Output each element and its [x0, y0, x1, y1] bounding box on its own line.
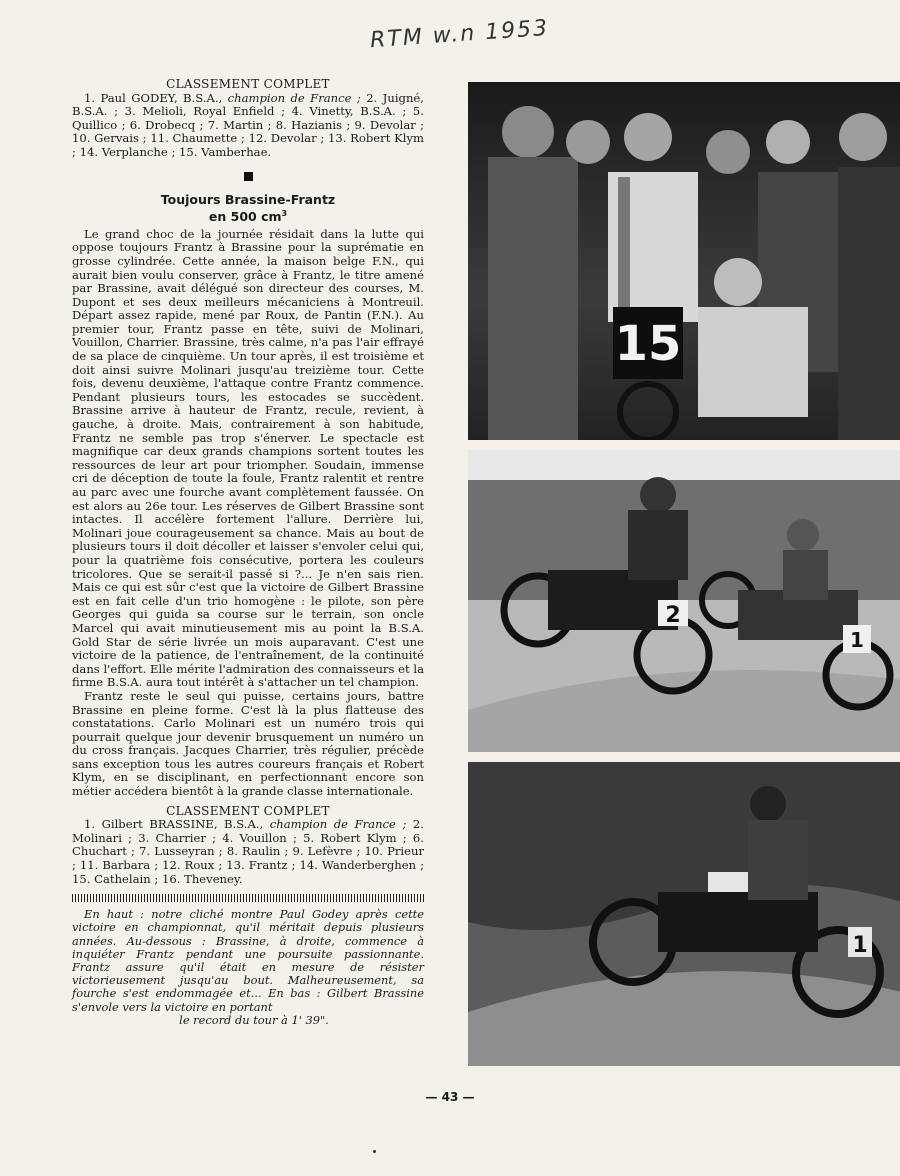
photo-brassine-jump [468, 762, 900, 1066]
photo-caption-last-line: le record du tour à 1' 39". [179, 1012, 329, 1027]
plate-number-1-middle: 1 [850, 628, 864, 652]
stray-mark [373, 1150, 376, 1153]
classement-list-1: 1. Paul GODEY, B.S.A., champion de France ; 2. Juigné, B.S.A. ; 3. Melioli, Royal Enfield ; 4. Vinetty, B.S.A. ; 5. Quillico ; 6. Drobecq ; 7. Martin ; 8. Hazianis ; 9. Devolar ; 10. Gervais ; 11. Chaumette ; 12. Devolar ; 13. Robert Klym ; 14. Verplanche ; 15. Vamberhae. [72, 90, 424, 159]
article-paragraph-1: Le grand choc de la journée résidait dans la lutte qui oppose toujours Frantz à Brassine pour la suprématie en grosse cylindrée. Cette année, la maison belge F.N., qui aurait bien voulu conserver, grâce à Frantz, le titre amené par Brassine, avait délégué son directeur des courses, M. Dupont et ses deux meilleurs mécaniciens à Montreuil. Départ assez rapide, mené par Roux, de Pantin (F.N.). Au premier tour, Frantz passe en tête, suivi de Molinari, Vouillon, Charrier. Brassine, très calme, n'a pas l'air effrayé de sa place de cinquième. Un tour après, il est troisième et doit ainsi suivre Molinari jusqu'au treizième tour. Cette fois, devenu deuxième, l'attaque contre Frantz commence. Pendant plusieurs tours, les estocades se succèdent. Brassine arrive à hauteur de Frantz, recule, revient, à gauche, à droite. Mais, contrairement à son habitude, Frantz ne semble pas trop s'énerver. Le spectacle est magnifique car deux grands champions sortent toutes les ressources de leur art pour triompher. Soudain, immense cri de déception de toute la foule, Frantz ralentit et rentre au parc avec une fourche avant complètement faussée. On est alors au 26e tour. Les réserves de Gilbert Brassine sont intactes. Il accélère fortement l'allure. Derrière lui, Molinari joue courageusement sa chance. Mais au bout de plusieurs tours il doit décoller et laisser s'envoler celui qui, pour la quatrième fois consécutive, portera les couleurs tricolores. Que se serait-il passé si ?... Je n'en sais rien. Mais ce qui est sûr c'est que la victoire de Gilbert Brassine est en fait celle d'un trio homogène : le pilote, son père Georges qui guida sa course sur le terrain, son oncle Marcel qui avait minutieusement mis au point la B.S.A. Gold Star de série livrée un mois auparavant. C'est une victoire de la patience, de l'entraînement, de la continuité dans l'effort. Elle mérite l'admiration des connaisseurs et la firme B.S.A. aura tout intérêt à s'attacher un tel champion. [72, 226, 424, 690]
photo-brassine-frantz-duel [468, 450, 900, 752]
plate-number-15: 15 [614, 316, 682, 372]
plate-number-2: 2 [665, 603, 681, 628]
classement-heading-1: CLASSEMENT COMPLET [166, 77, 330, 91]
page-number: — 43 — [425, 1090, 475, 1104]
photo-caption: En haut : notre cliché montre Paul Godey après cette victoire en championnat, qu'il méritait depuis plusieurs années. Au-dessous : Brassine, à droite, commence à inquiéter Frantz pendant une poursuite passionnante. Frantz assure qu'il était en mesure de résister victorieusement jusqu'au bout. Malheureusement, sa fourche s'est endommagée et... En bas : Gilbert Brassine s'envole vers la victoire en portant [72, 907, 424, 1014]
handwritten-note: RTM w.n 1953 [369, 15, 550, 54]
classement-heading-2: CLASSEMENT COMPLET [166, 803, 330, 818]
text-column [72, 78, 424, 1027]
article-paragraph-2: Frantz reste le seul qui puisse, certains jours, battre Brassine en pleine forme. C'est là la plus flatteuse des constatations. Carlo Molinari est un numéro trois qui pourrait quelque jour devenir brusquement un numéro un du cross français. Jacques Charrier, très régulier, précède sans exception tous les autres coureurs français et Robert Klym, en se disciplinant, en perfectionnant encore son métier accédera bientôt à la grande classe internationale. [72, 688, 424, 799]
section-separator [244, 172, 253, 181]
decorative-rule [72, 894, 424, 902]
photo-godey-crowd [468, 82, 900, 440]
classement-list-2: 1. Gilbert BRASSINE, B.S.A., champion de France ; 2. Molinari ; 3. Charrier ; 4. Vouillon ; 5. Robert Klym ; 6. Chuchart ; 7. Lusseyran ; 8. Raulin ; 9. Lefèvre ; 10. Prieur ; 11. Barbara ; 12. Roux ; 13. Frantz ; 14. Wanderberghen ; 15. Cathelain ; 16. Theveney. [72, 817, 424, 886]
article-title: Toujours Brassine-Frantz en 500 $cm^3$ [160, 191, 336, 224]
plate-number-1-bottom: 1 [852, 933, 868, 958]
